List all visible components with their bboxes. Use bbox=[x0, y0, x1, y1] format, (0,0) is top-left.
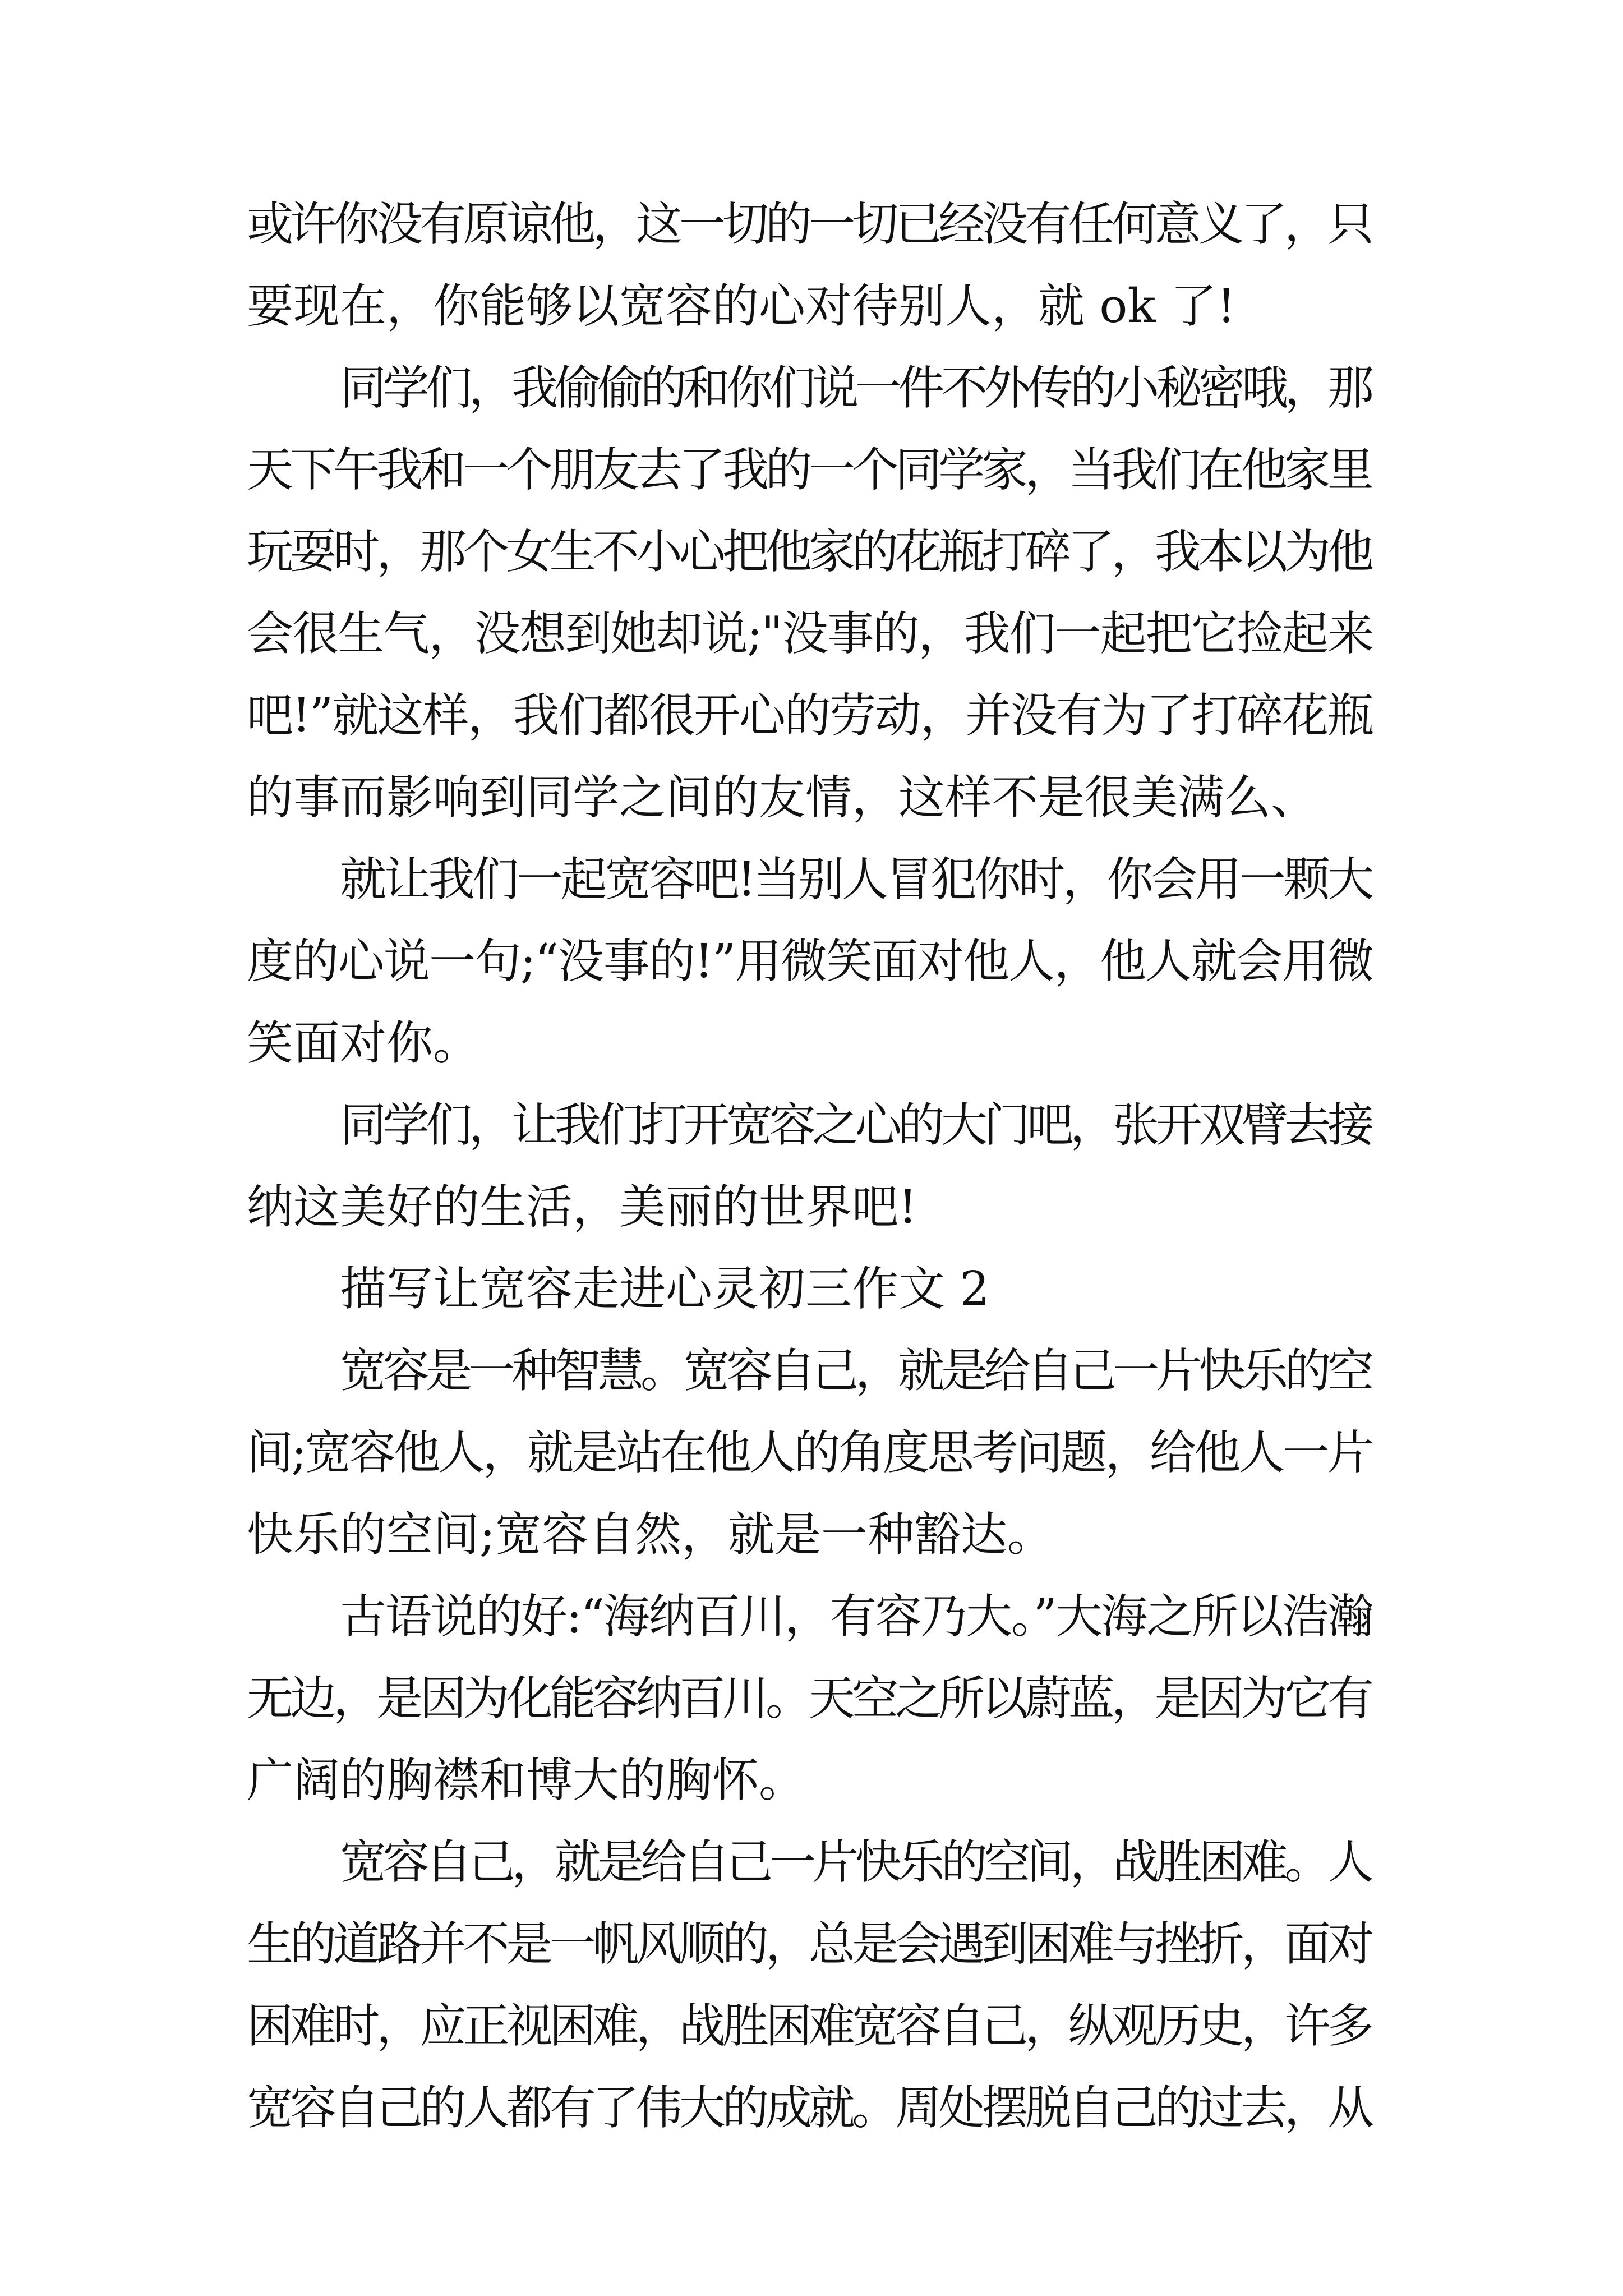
text-line: 间;宽容他人，就是站在他人的角度思考问题，给他人一片 bbox=[247, 1425, 1372, 1480]
text-line: 吧!”就这样，我们都很开心的劳动，并没有为了打碎花瓶 bbox=[247, 688, 1373, 743]
text-line: 笑面对你。 bbox=[247, 1016, 479, 1070]
paragraph-start-line: 同学们，我偷偷的和你们说一件不外传的小秘密哦，那 bbox=[340, 361, 1371, 415]
text-line: 困难时，应正视困难，战胜困难宽容自己，纵观历史，许多 bbox=[247, 1999, 1371, 2053]
text-line: 纳这美好的生活，美丽的世界吧! bbox=[247, 1180, 917, 1234]
text-line: 快乐的空间;宽容自然，就是一种豁达。 bbox=[247, 1507, 1054, 1562]
paragraph-start-line: 宽容自己，就是给自己一片快乐的空间，战胜困难。人 bbox=[340, 1835, 1371, 1889]
text-line: 天下午我和一个朋友去了我的一个同学家，当我们在他家里 bbox=[247, 443, 1371, 497]
text-line: 广阔的胸襟和博大的胸怀。 bbox=[247, 1753, 805, 1807]
text-line: 宽容自己的人都有了伟大的成就。周处摆脱自己的过去，从 bbox=[247, 2081, 1371, 2135]
paragraph-start-line: 宽容是一种智慧。宽容自己，就是给自己一片快乐的空 bbox=[340, 1343, 1371, 1398]
text-line: 的事而影响到同学之间的友情，这样不是很美满么、 bbox=[247, 770, 1317, 825]
paragraph-start-line: 同学们，让我们打开宽容之心的大门吧，张开双臂去接 bbox=[340, 1098, 1371, 1152]
paragraph-start-line: 古语说的好:“海纳百川，有容乃大。”大海之所以浩瀚 bbox=[340, 1589, 1373, 1644]
text-line: 玩耍时，那个女生不小心把他家的花瓶打碎了，我本以为他 bbox=[247, 524, 1371, 579]
section-heading: 描写让宽容走进心灵初三作文 2 bbox=[340, 1262, 990, 1316]
paragraph-start-line: 就让我们一起宽容吧!当别人冒犯你时，你会用一颗大 bbox=[340, 852, 1372, 907]
text-line: 或许你没有原谅他，这一切的一切已经没有任何意义了，只 bbox=[247, 197, 1371, 251]
text-line: 要现在，你能够以宽容的心对待别人，就 ok 了! bbox=[247, 279, 1236, 333]
text-line: 度的心说一句;“没事的!”用微笑面对他人，他人就会用微 bbox=[247, 934, 1373, 988]
text-line: 会很生气，没想到她却说;"没事的，我们一起把它捡起来 bbox=[247, 606, 1373, 661]
text-line: 无边，是因为化能容纳百川。天空之所以蔚蓝，是因为它有 bbox=[247, 1671, 1371, 1726]
text-line: 生的道路并不是一帆风顺的，总是会遇到困难与挫折，面对 bbox=[247, 1917, 1371, 1971]
